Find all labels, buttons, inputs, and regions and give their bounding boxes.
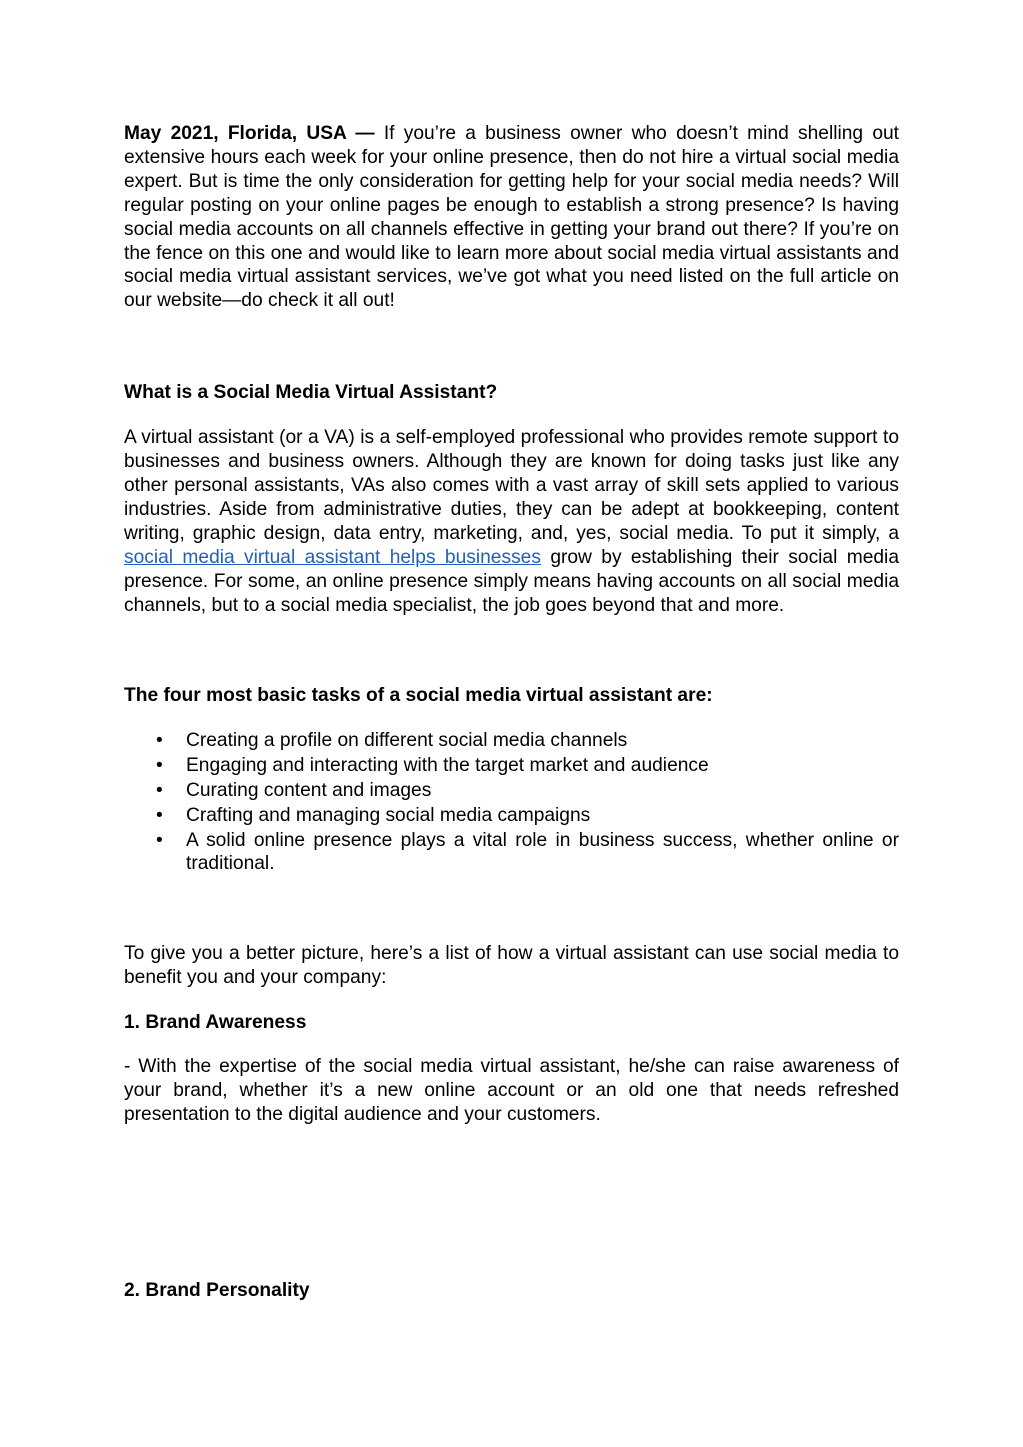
intro-paragraph: [124, 122, 899, 313]
section-heading-basic-tasks: The four most basic tasks of a social media virtual assistant are:: [124, 685, 713, 707]
tasks-list: [124, 729, 899, 876]
bullet-icon: •: [156, 779, 163, 801]
benefits-intro-paragraph: To give you a better picture, here’s a list of how a virtual assistant can use social media to benefit you and your company:: [124, 943, 899, 989]
document-page: [124, 122, 899, 1303]
subheading-brand-personality: 2. Brand Personality: [124, 1279, 310, 1301]
list-item: [124, 754, 899, 779]
definition-text-start: A virtual assistant (or a VA) is a self-employed professional who provides remote support to businesses and business owners. Although they are known for doing tasks just like any other personal assistants, VAs also comes with a vast array of skill sets applied to various industries. Aside from administrative duties, they can be adept at bookkeeping, content writing, graphic design, data entry, marketing, and, yes, social media. To put it simply, a: [124, 427, 899, 544]
list-item: [124, 779, 899, 804]
list-item-text: Engaging and interacting with the target market and audience: [186, 755, 709, 777]
list-item-text: Crafting and managing social media campaigns: [186, 804, 591, 826]
list-item-text: Creating a profile on different social media channels: [186, 730, 628, 752]
bullet-icon: •: [156, 829, 163, 851]
list-item-text: Curating content and images: [186, 779, 432, 801]
list-item: [124, 729, 899, 754]
section-heading-what-is: What is a Social Media Virtual Assistant?: [124, 382, 498, 404]
list-item: [124, 829, 899, 877]
list-item-text: A solid online presence plays a vital role in business success, whether online or traditional.: [186, 829, 899, 875]
intro-text: If you’re a business owner who doesn’t mind shelling out extensive hours each week for your online presence, then do not hire a virtual social media expert. But is time the only consideration for getting help for your social media needs? Will regular posting on your online pages be enough to establish a strong presence? Is having social media accounts on all channels effective in getting your brand out there? If you’re on the fence on this one and would like to learn more about social media virtual assistants and social media virtual assistant services, we’ve got what you need listed on the full article on our website—do check it all out!: [124, 123, 899, 312]
list-item: [124, 804, 899, 829]
bullet-icon: •: [156, 730, 163, 752]
bullet-icon: •: [156, 755, 163, 777]
social-media-va-link[interactable]: social media virtual assistant helps businesses: [124, 546, 541, 568]
definition-text-end: grow by establishing their social media presence. For some, an online presence simply means having accounts on all social media channels, but to a social media specialist, the job goes beyond that and more.: [124, 546, 899, 616]
section-paragraph-definition: [124, 426, 899, 617]
bullet-icon: •: [156, 804, 163, 826]
subheading-brand-awareness: 1. Brand Awareness: [124, 1012, 307, 1034]
brand-awareness-paragraph: - With the expertise of the social media virtual assistant, he/she can raise awareness of your brand, whether it’s a new online account or an old one that needs refreshed presentation to the digital audience and your customers.: [124, 1056, 899, 1125]
dateline: May 2021, Florida, USA —: [124, 123, 375, 144]
